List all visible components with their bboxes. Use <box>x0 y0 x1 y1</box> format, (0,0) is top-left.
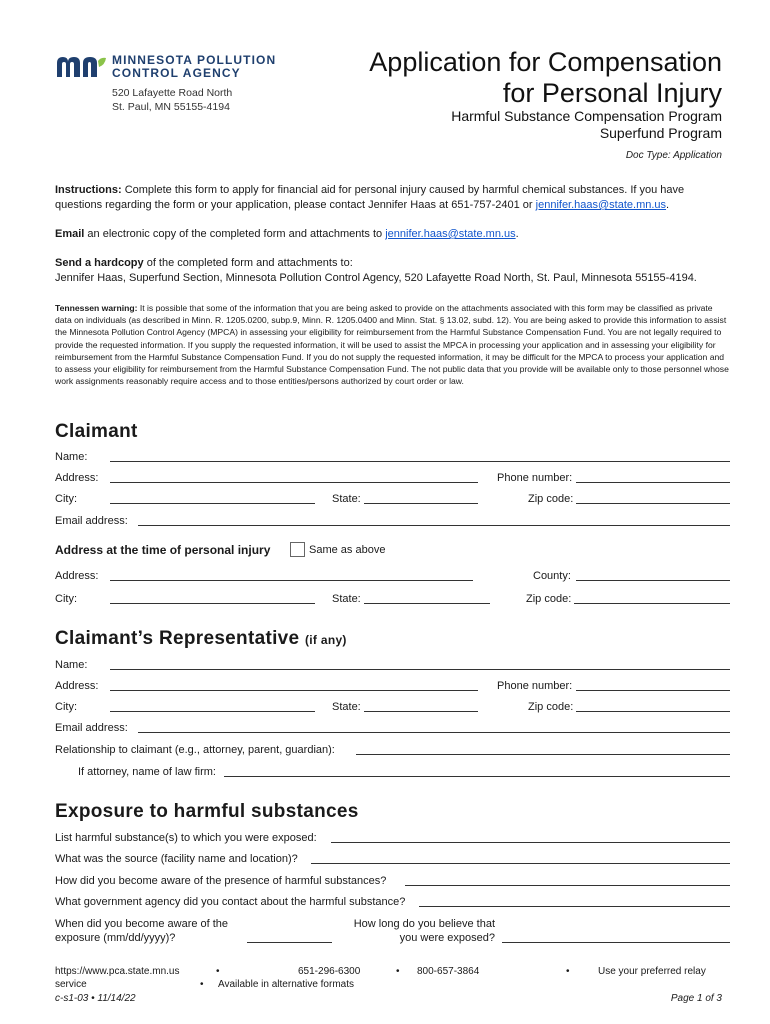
injury-address-field[interactable] <box>110 580 473 581</box>
claimant-heading: Claimant <box>55 421 138 442</box>
org-name-line2: CONTROL AGENCY <box>112 66 241 80</box>
same-as-above-label: Same as above <box>309 544 386 556</box>
tennessen-label: Tennessen warning: <box>55 303 138 313</box>
awareness-date-label: When did you become aware of the exposure (mm/dd/yyyy)? <box>55 918 229 944</box>
claimant-city-field[interactable] <box>110 503 315 504</box>
injury-state-field[interactable] <box>364 603 490 604</box>
injury-county-field[interactable] <box>576 580 730 581</box>
instructions-label: Instructions: <box>55 184 122 196</box>
awareness-label: How did you become aware of the presence of harmful substances? <box>55 875 387 887</box>
same-as-above-checkbox[interactable] <box>290 542 305 557</box>
footer-bullet-3: • <box>566 966 570 977</box>
page-number: Page 1 of 3 <box>670 993 722 1004</box>
footer-relay: Use your preferred relay <box>598 966 706 977</box>
claimant-zip-field[interactable] <box>576 503 730 504</box>
email-instructions: Email an electronic copy of the completed form and attachments to jennifer.haas@state.mn.us. <box>55 228 519 240</box>
hardcopy-instructions: Send a hardcopy of the completed form and attachments to: Jennifer Haas, Superfund Section, Minnesota Pollution Control Agency, 520 Lafayette Road North, St. Paul, Minnesota 55155-4194. <box>55 256 730 286</box>
injury-city-field[interactable] <box>110 603 315 604</box>
injury-county-label: County: <box>533 570 571 582</box>
mpca-logo-icon <box>55 55 107 84</box>
rep-state-label: State: <box>332 701 361 713</box>
rep-email-label: Email address: <box>55 722 128 734</box>
rep-address-field[interactable] <box>110 690 478 691</box>
footer-phone-2: 800-657-3864 <box>417 966 480 977</box>
substances-label: List harmful substance(s) to which you were exposed: <box>55 832 317 844</box>
footer-bullet-1: • <box>216 966 220 977</box>
footer-bullet-4: • <box>200 979 204 990</box>
injury-city-label: City: <box>55 593 77 605</box>
injury-zip-label: Zip code: <box>526 593 572 605</box>
footer-bullet-2: • <box>396 966 400 977</box>
org-address-line1: 520 Lafayette Road North <box>112 87 233 99</box>
source-field[interactable] <box>311 863 730 864</box>
tennessen-text: It is possible that some of the information that you are being asked to provide on the attachments associated with this form may be classified as private data on individuals (as described in Minn. R. 1205.0200, subp.9, Minn. R. 1205.0400 and Minn. Stat. § 13.02, subd. 12). You are being asked to provide this information to assist the Minnesota Pollution Control Agency (MPCA) in assessing your eligibility for reimbursement from the Harmful Substance Compensation Fund. You are not legally required to provide the requested information. If you supply the requested information, it will be used to assist the MPCA in processing your application and in assessing your eligibility for reimbursement from the Harmful Substance Compensation Fund. If you do not supply the requested information, it may be difficult for the MPCA to process your application and to assess your eligibility for reimbursement from the Harmful Substance Compensation Fund. The not public data that you provide will be available only to those personnel whose work assignments reasonably require access and to those entities/persons authorized by court order or law. <box>55 303 729 387</box>
claimant-name-label: Name: <box>55 451 88 463</box>
rep-zip-label: Zip code: <box>528 701 574 713</box>
rep-phone-label: Phone number: <box>497 680 573 692</box>
footer-doc-code: c-s1-03 • 11/14/22 <box>55 993 136 1004</box>
substances-field[interactable] <box>331 842 730 843</box>
program-line2: Superfund Program <box>599 125 722 141</box>
claimant-state-field[interactable] <box>364 503 478 504</box>
contact-email-link[interactable]: jennifer.haas@state.mn.us <box>535 199 667 211</box>
hardcopy-label: Send a hardcopy <box>55 257 144 269</box>
injury-address-label: Address: <box>55 570 99 582</box>
claimant-zip-label: Zip code: <box>528 493 574 505</box>
if-any-note: (if any) <box>304 633 347 647</box>
rep-phone-field[interactable] <box>576 690 730 691</box>
form-title <box>369 47 722 109</box>
relationship-label: Relationship to claimant (e.g., attorney, parent, guardian): <box>55 744 335 756</box>
rep-address-label: Address: <box>55 680 99 692</box>
rep-zip-field[interactable] <box>576 711 730 712</box>
rep-state-field[interactable] <box>364 711 478 712</box>
rep-name-label: Name: <box>55 659 88 671</box>
rep-city-field[interactable] <box>110 711 315 712</box>
org-address-line2: St. Paul, MN 55155-4194 <box>112 101 230 113</box>
rep-email-field[interactable] <box>138 732 730 733</box>
form-title-line2: for Personal Injury <box>502 78 722 108</box>
mailing-address: Jennifer Haas, Superfund Section, Minnesota Pollution Control Agency, 520 Lafayette Road North, St. Paul, Minnesota 55155-4194. <box>55 272 697 284</box>
program-line1: Harmful Substance Compensation Program <box>451 108 722 124</box>
org-name-line1: MINNESOTA POLLUTION <box>112 53 277 67</box>
doc-type: Doc Type: Application <box>625 150 722 161</box>
injury-address-heading: Address at the time of personal injury <box>55 543 271 557</box>
claimant-name-field[interactable] <box>110 461 730 462</box>
claimant-email-field[interactable] <box>138 525 730 526</box>
footer-phone-1: 651-296-6300 <box>298 966 361 977</box>
claimant-address-field[interactable] <box>110 482 478 483</box>
claimant-phone-label: Phone number: <box>497 472 573 484</box>
claimant-email-label: Email address: <box>55 515 128 527</box>
exposure-duration-label: How long do you believe that you were exposed? <box>353 918 495 944</box>
tennessen-warning <box>55 302 730 387</box>
exposure-heading: Exposure to harmful substances <box>55 801 359 822</box>
agency-field[interactable] <box>419 906 730 907</box>
footer-service: service <box>55 979 87 990</box>
email-label: Email <box>55 228 85 240</box>
footer-url[interactable]: https://www.pca.state.mn.us <box>55 966 180 977</box>
injury-zip-field[interactable] <box>574 603 730 604</box>
law-firm-field[interactable] <box>224 776 730 777</box>
footer-alt-formats: Available in alternative formats <box>218 979 354 990</box>
agency-label: What government agency did you contact about the harmful substance? <box>55 896 406 908</box>
instructions-text: Complete this form to apply for financial aid for personal injury caused by harmful chemical substances. If you have questions regarding the form or your application, please contact Jennifer Haas at 651-757-2401 or <box>55 184 685 211</box>
claimant-address-label: Address: <box>55 472 99 484</box>
claimant-city-label: City: <box>55 493 77 505</box>
instructions-paragraph: Instructions: Complete this form to apply for financial aid for personal injury caused by harmful chemical substances. If you have questions regarding the form or your application, please contact Jennifer Haas at 651-757-2401 or jennifer.haas@state.mn.us. <box>55 184 685 211</box>
relationship-field[interactable] <box>356 754 730 755</box>
awareness-date-field[interactable] <box>247 942 332 943</box>
rep-city-label: City: <box>55 701 77 713</box>
claimant-phone-field[interactable] <box>576 482 730 483</box>
source-label: What was the source (facility name and location)? <box>55 853 298 865</box>
law-firm-label: If attorney, name of law firm: <box>78 766 216 778</box>
awareness-field[interactable] <box>405 885 730 886</box>
rep-name-field[interactable] <box>110 669 730 670</box>
submit-email-link[interactable]: jennifer.haas@state.mn.us <box>385 228 516 240</box>
form-title-line1: Application for Compensation <box>369 47 722 77</box>
claimant-state-label: State: <box>332 493 361 505</box>
injury-state-label: State: <box>332 593 361 605</box>
representative-heading: Claimant’s Representative (if any) <box>55 628 347 649</box>
program-names <box>451 108 722 142</box>
exposure-duration-field[interactable] <box>502 942 730 943</box>
